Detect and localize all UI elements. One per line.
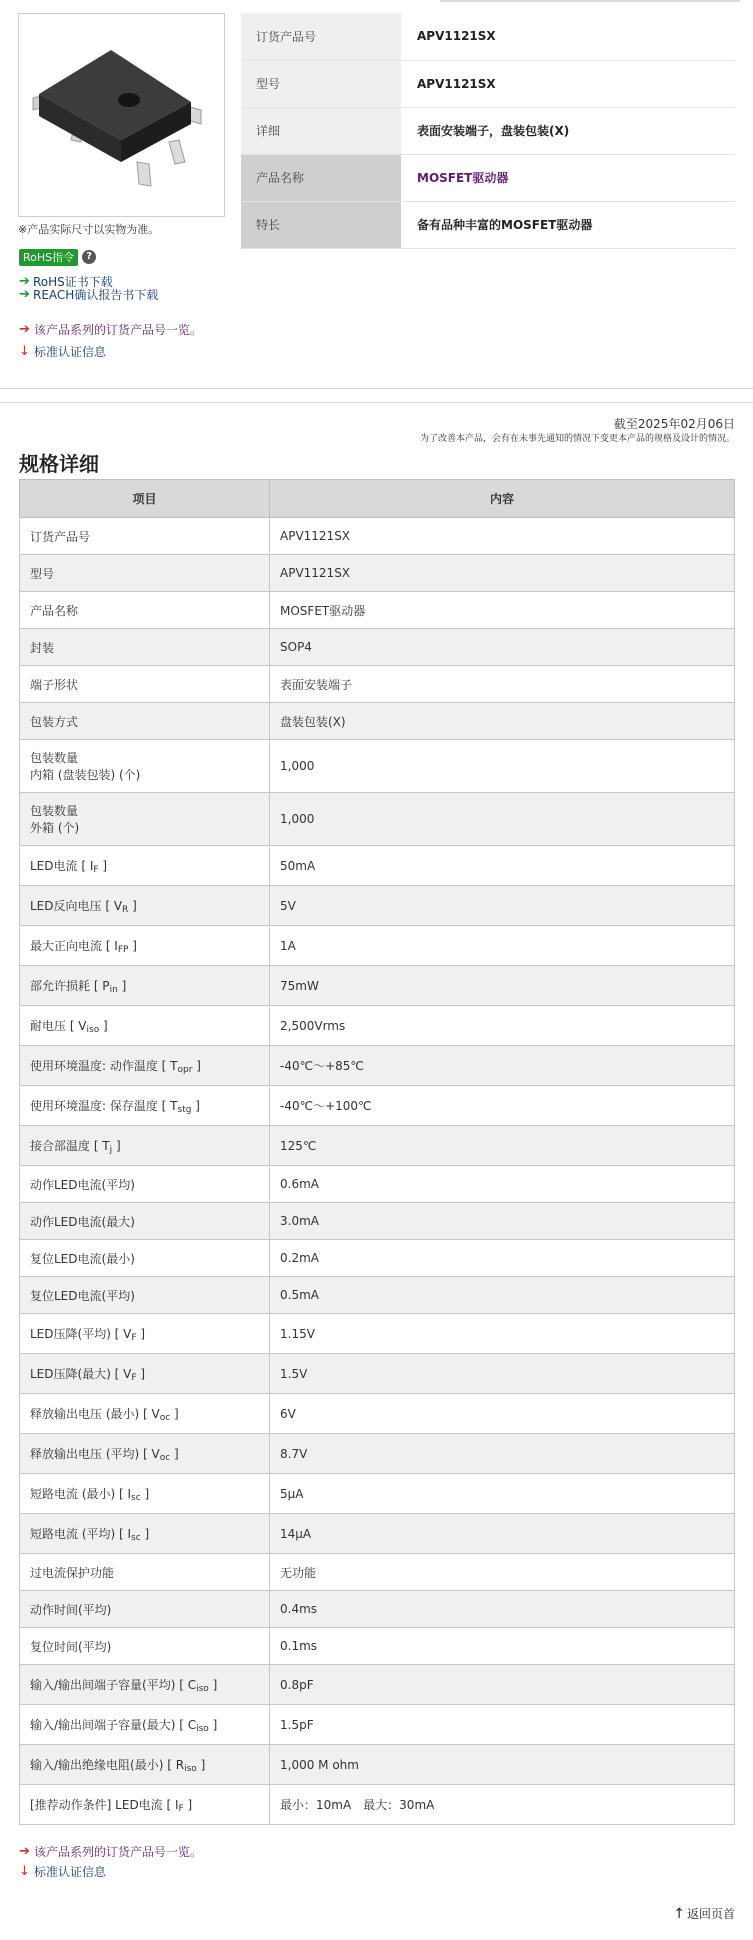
spec-item-label: 短路电流 (平均) [ I [30, 1526, 132, 1541]
spec-item-bracket: ] [183, 1797, 193, 1812]
spec-value: 0.4ms [270, 1591, 735, 1628]
spec-item-bracket: ] [140, 1486, 150, 1501]
reach-download-link[interactable] [19, 288, 158, 301]
spec-item-label: LED压降(最大) [ V [30, 1366, 132, 1381]
spec-item-subscript: F [131, 1372, 137, 1383]
spec-item [20, 1514, 270, 1554]
rohs-download-label[interactable]: RoHS证书下载 [33, 275, 113, 289]
spec-item [20, 793, 270, 846]
product-info-table [241, 13, 735, 249]
spec-row [20, 1006, 735, 1046]
arrow-right-icon: ➔ [19, 322, 30, 337]
spec-item-bracket: ] [128, 938, 137, 953]
spec-row [20, 1745, 735, 1785]
col-header-item: 项目 [20, 480, 270, 518]
spec-row [20, 1591, 735, 1628]
spec-value: 6V [270, 1394, 735, 1434]
spec-item-bracket: ] [196, 1757, 206, 1772]
spec-item-bracket: ] [136, 1366, 146, 1381]
spec-row [20, 1785, 735, 1825]
info-row [241, 13, 735, 60]
spec-item-label: 输入/输出间端子容量(最大) [ C [30, 1717, 197, 1732]
spec-row [20, 1705, 735, 1745]
spec-value: 1.15V [270, 1314, 735, 1354]
spec-row [20, 740, 735, 793]
spec-item-label: 耐电压 [ V [30, 1018, 87, 1033]
spec-title: 规格详细 [19, 452, 99, 476]
spec-item-subscript: F [131, 1332, 137, 1343]
spec-row [20, 966, 735, 1006]
rohs-badge[interactable]: RoHS指令 [19, 249, 78, 266]
spec-item-label: 复位LED电流(平均) [30, 1288, 135, 1303]
spec-item-label: 封装 [30, 640, 55, 655]
spec-item-bracket: ] [128, 898, 137, 913]
disclaimer: 为了改善本产品，会有在未事先通知的情况下变更本产品的规格及设计的情况。 [419, 434, 735, 444]
spec-item [20, 1126, 270, 1166]
cert-link[interactable] [19, 343, 106, 360]
info-row [241, 154, 735, 201]
spec-item-subscript: sc [131, 1492, 141, 1503]
spec-item-sublabel: 内箱 (盘装包装) (个) [30, 768, 141, 782]
info-row [241, 107, 735, 154]
spec-row [20, 1126, 735, 1166]
col-header-content: 内容 [270, 480, 735, 518]
spec-row [20, 1628, 735, 1665]
spec-row [20, 592, 735, 629]
spec-item [20, 518, 270, 555]
spec-item-label: 动作LED电流(最大) [30, 1214, 135, 1229]
rohs-row [19, 248, 96, 266]
spec-value: 8.7V [270, 1434, 735, 1474]
spec-item [20, 1665, 270, 1705]
spec-item [20, 629, 270, 666]
arrow-right-icon: ➔ [19, 286, 30, 302]
spec-item-subscript: FP [117, 944, 129, 955]
spec-item [20, 1474, 270, 1514]
spec-value: 1,000 M ohm [270, 1745, 735, 1785]
spec-item-subscript: iso [196, 1683, 209, 1694]
spec-item-subscript: iso [184, 1763, 197, 1774]
spec-item-label: 产品名称 [30, 603, 79, 618]
spec-row [20, 1166, 735, 1203]
spec-row [20, 1277, 735, 1314]
footer-series-link[interactable] [19, 1843, 202, 1860]
spec-row [20, 1314, 735, 1354]
spec-row [20, 846, 735, 886]
spec-value: 2,500Vrms [270, 1006, 735, 1046]
help-icon[interactable]: ? [82, 250, 96, 264]
spec-item [20, 1785, 270, 1825]
reach-download-label[interactable]: REACH确认报告书下载 [33, 288, 159, 302]
spec-row [20, 1554, 735, 1591]
info-key: 型号 [241, 60, 401, 107]
spec-value: 表面安装端子 [270, 666, 735, 703]
arrow-right-icon: ➔ [19, 273, 30, 289]
spec-value: -40℃～+100℃ [270, 1086, 735, 1126]
spec-row [20, 1046, 735, 1086]
spec-item-subscript: sc [131, 1532, 141, 1543]
spec-item-sublabel: 外箱 (个) [30, 821, 80, 835]
spec-value: 1.5pF [270, 1705, 735, 1745]
spec-item [20, 926, 270, 966]
arrow-up-icon: ↑ [673, 1905, 685, 1922]
info-row [241, 201, 735, 248]
spec-row [20, 1086, 735, 1126]
spec-item-bracket: ] [191, 1098, 200, 1113]
spec-value: 0.8pF [270, 1665, 735, 1705]
spec-item-subscript: in [109, 984, 118, 995]
spec-item [20, 592, 270, 629]
spec-body [20, 518, 735, 1825]
spec-item-label: 订货产品号 [30, 529, 91, 544]
spec-item [20, 1086, 270, 1126]
spec-item [20, 666, 270, 703]
info-row [241, 60, 735, 107]
spec-table [19, 479, 735, 1825]
spec-row [20, 703, 735, 740]
spec-item-subscript: F [178, 1803, 184, 1814]
spec-item-bracket: ] [208, 1717, 218, 1732]
spec-item-bracket: ] [117, 978, 127, 993]
spec-item [20, 1554, 270, 1591]
spec-item-bracket: ] [192, 1058, 201, 1073]
footer-series-link-label[interactable]: 该产品系列的订货产品号一览。 [34, 1845, 203, 1859]
arrow-down-icon: ↓ [19, 1864, 30, 1879]
spec-row [20, 1434, 735, 1474]
spec-row [20, 518, 735, 555]
spec-item-label: 复位LED电流(最小) [30, 1251, 135, 1266]
spec-item-label: 短路电流 (最小) [ I [30, 1486, 132, 1501]
spec-value: SOP4 [270, 629, 735, 666]
spec-item-subscript: iso [86, 1024, 100, 1035]
spec-item-bracket: ] [170, 1406, 179, 1421]
spec-item-label: 动作LED电流(平均) [30, 1177, 135, 1192]
spec-item [20, 555, 270, 592]
product-name-link[interactable]: MOSFET驱动器 [401, 154, 735, 201]
spec-item [20, 1203, 270, 1240]
footer-cert-link-label[interactable]: 标准认证信息 [34, 1865, 107, 1879]
spec-item-label: 动作时间(平均) [30, 1602, 112, 1617]
spec-item-label: 包装数量 [30, 804, 79, 818]
spec-row [20, 886, 735, 926]
spec-item-subscript: iso [196, 1723, 209, 1734]
spec-item-label: 包装方式 [30, 714, 79, 729]
spec-value: 1,000 [270, 740, 735, 793]
spec-value: 5μA [270, 1474, 735, 1514]
spec-item-subscript: stg [177, 1104, 192, 1115]
footer-cert-link[interactable] [19, 1863, 106, 1880]
spec-item-label: 最大正向电流 [ I [30, 938, 118, 953]
cert-link-label[interactable]: 标准认证信息 [34, 345, 107, 359]
info-key: 订货产品号 [241, 13, 401, 60]
info-value: 表面安装端子，盘装包装(X) [401, 107, 735, 154]
spec-item [20, 1046, 270, 1086]
spec-value: -40℃～+85℃ [270, 1046, 735, 1086]
spec-value: 1A [270, 926, 735, 966]
spec-item-label: 型号 [30, 566, 55, 581]
spec-item-label: 使用环境温度: 动作温度 [ T [30, 1058, 178, 1073]
spec-row [20, 1203, 735, 1240]
section-divider [0, 388, 753, 389]
spec-row [20, 1665, 735, 1705]
spec-value: 盘装包装(X) [270, 703, 735, 740]
spec-value: 50mA [270, 846, 735, 886]
spec-item-bracket: ] [98, 858, 108, 873]
spec-item-subscript: opr [177, 1064, 193, 1075]
info-key: 特长 [241, 201, 401, 248]
spec-value: APV1121SX [270, 555, 735, 592]
spec-value: 0.2mA [270, 1240, 735, 1277]
info-value: APV1121SX [401, 13, 735, 60]
spec-value: 14μA [270, 1514, 735, 1554]
info-key: 详细 [241, 107, 401, 154]
spec-row [20, 1240, 735, 1277]
spec-item [20, 1394, 270, 1434]
spec-item [20, 1434, 270, 1474]
spec-value: 无功能 [270, 1554, 735, 1591]
spec-item-bracket: ] [99, 1018, 108, 1033]
spec-item-label: 释放输出电压 (最小) [ V [30, 1406, 160, 1421]
spec-value: MOSFET驱动器 [270, 592, 735, 629]
spec-item-label: 接合部温度 [ T [30, 1138, 110, 1153]
info-key: 产品名称 [241, 154, 401, 201]
spec-item [20, 1354, 270, 1394]
spec-value: APV1121SX [270, 518, 735, 555]
spec-item [20, 740, 270, 793]
sop4-chip-image [19, 14, 224, 216]
spec-item-label: 包装数量 [30, 751, 79, 765]
spec-item-label: LED压降(平均) [ V [30, 1326, 132, 1341]
spec-item-label: 部允许损耗 [ P [30, 978, 110, 993]
spec-item-label: 端子形状 [30, 677, 79, 692]
download-links [19, 275, 158, 301]
spec-item-label: [推荐动作条件] LED电流 [ I [30, 1797, 179, 1812]
spec-item [20, 966, 270, 1006]
spec-value: 1.5V [270, 1354, 735, 1394]
spec-item [20, 1314, 270, 1354]
spec-row [20, 555, 735, 592]
spec-row [20, 1514, 735, 1554]
info-value: APV1121SX [401, 60, 735, 107]
spec-item [20, 1166, 270, 1203]
spec-item [20, 1628, 270, 1665]
spec-value: 0.6mA [270, 1166, 735, 1203]
spec-value: 3.0mA [270, 1203, 735, 1240]
spec-value: 75mW [270, 966, 735, 1006]
spec-item-subscript: j [109, 1144, 113, 1155]
spec-item-subscript: oc [159, 1452, 171, 1463]
spec-item-label: 输入/输出绝缘电阻(最小) [ R [30, 1757, 185, 1772]
spec-item-label: 释放输出电压 (平均) [ V [30, 1446, 160, 1461]
spec-value: 125℃ [270, 1126, 735, 1166]
series-link[interactable] [19, 321, 202, 338]
spec-value: 0.5mA [270, 1277, 735, 1314]
spec-item-bracket: ] [170, 1446, 179, 1461]
spec-item [20, 886, 270, 926]
info-value: 备有品种丰富的MOSFET驱动器 [401, 201, 735, 248]
spec-item-bracket: ] [112, 1138, 121, 1153]
spec-item [20, 1277, 270, 1314]
as-of-date: 截至2025年02月06日 [613, 417, 735, 431]
spec-item [20, 1006, 270, 1046]
spec-header-row [20, 480, 735, 518]
spec-item [20, 1745, 270, 1785]
spec-item-bracket: ] [140, 1526, 150, 1541]
spec-value: 0.1ms [270, 1628, 735, 1665]
spec-item-label: 输入/输出间端子容量(平均) [ C [30, 1677, 197, 1692]
spec-row [20, 1394, 735, 1434]
spec-row [20, 926, 735, 966]
spec-item-label: 过电流保护功能 [30, 1565, 115, 1580]
spec-row [20, 793, 735, 846]
spec-item [20, 703, 270, 740]
spec-value: 5V [270, 886, 735, 926]
spec-item-subscript: R [122, 904, 129, 915]
spec-item [20, 1705, 270, 1745]
product-image [18, 13, 225, 217]
spec-value: 最小：10mA 最大：30mA [270, 1785, 735, 1825]
section-divider [0, 402, 753, 403]
spec-item-bracket: ] [208, 1677, 218, 1692]
spec-value: 1,000 [270, 793, 735, 846]
arrow-right-icon: ➔ [19, 1844, 30, 1859]
spec-row [20, 666, 735, 703]
spec-item [20, 1240, 270, 1277]
spec-item-subscript: F [93, 864, 99, 875]
spec-item-subscript: oc [159, 1412, 171, 1423]
back-to-top-link[interactable] [673, 1905, 735, 1922]
spec-item [20, 1591, 270, 1628]
spec-item-label: 使用环境温度: 保存温度 [ T [30, 1098, 178, 1113]
spec-item-label: 复位时间(平均) [30, 1639, 112, 1654]
arrow-down-icon: ↓ [19, 344, 30, 359]
spec-row [20, 629, 735, 666]
back-to-top-label[interactable]: 返回页首 [686, 1907, 735, 1921]
spec-item [20, 846, 270, 886]
series-link-label[interactable]: 该产品系列的订货产品号一览。 [34, 323, 203, 337]
spec-row [20, 1474, 735, 1514]
spec-item-label: LED反向电压 [ V [30, 898, 123, 913]
spec-row [20, 1354, 735, 1394]
image-note: ※产品实际尺寸以实物为准。 [18, 223, 160, 236]
spec-item-label: LED电流 [ I [30, 858, 94, 873]
spec-item-bracket: ] [136, 1326, 146, 1341]
top-divider [440, 0, 740, 2]
